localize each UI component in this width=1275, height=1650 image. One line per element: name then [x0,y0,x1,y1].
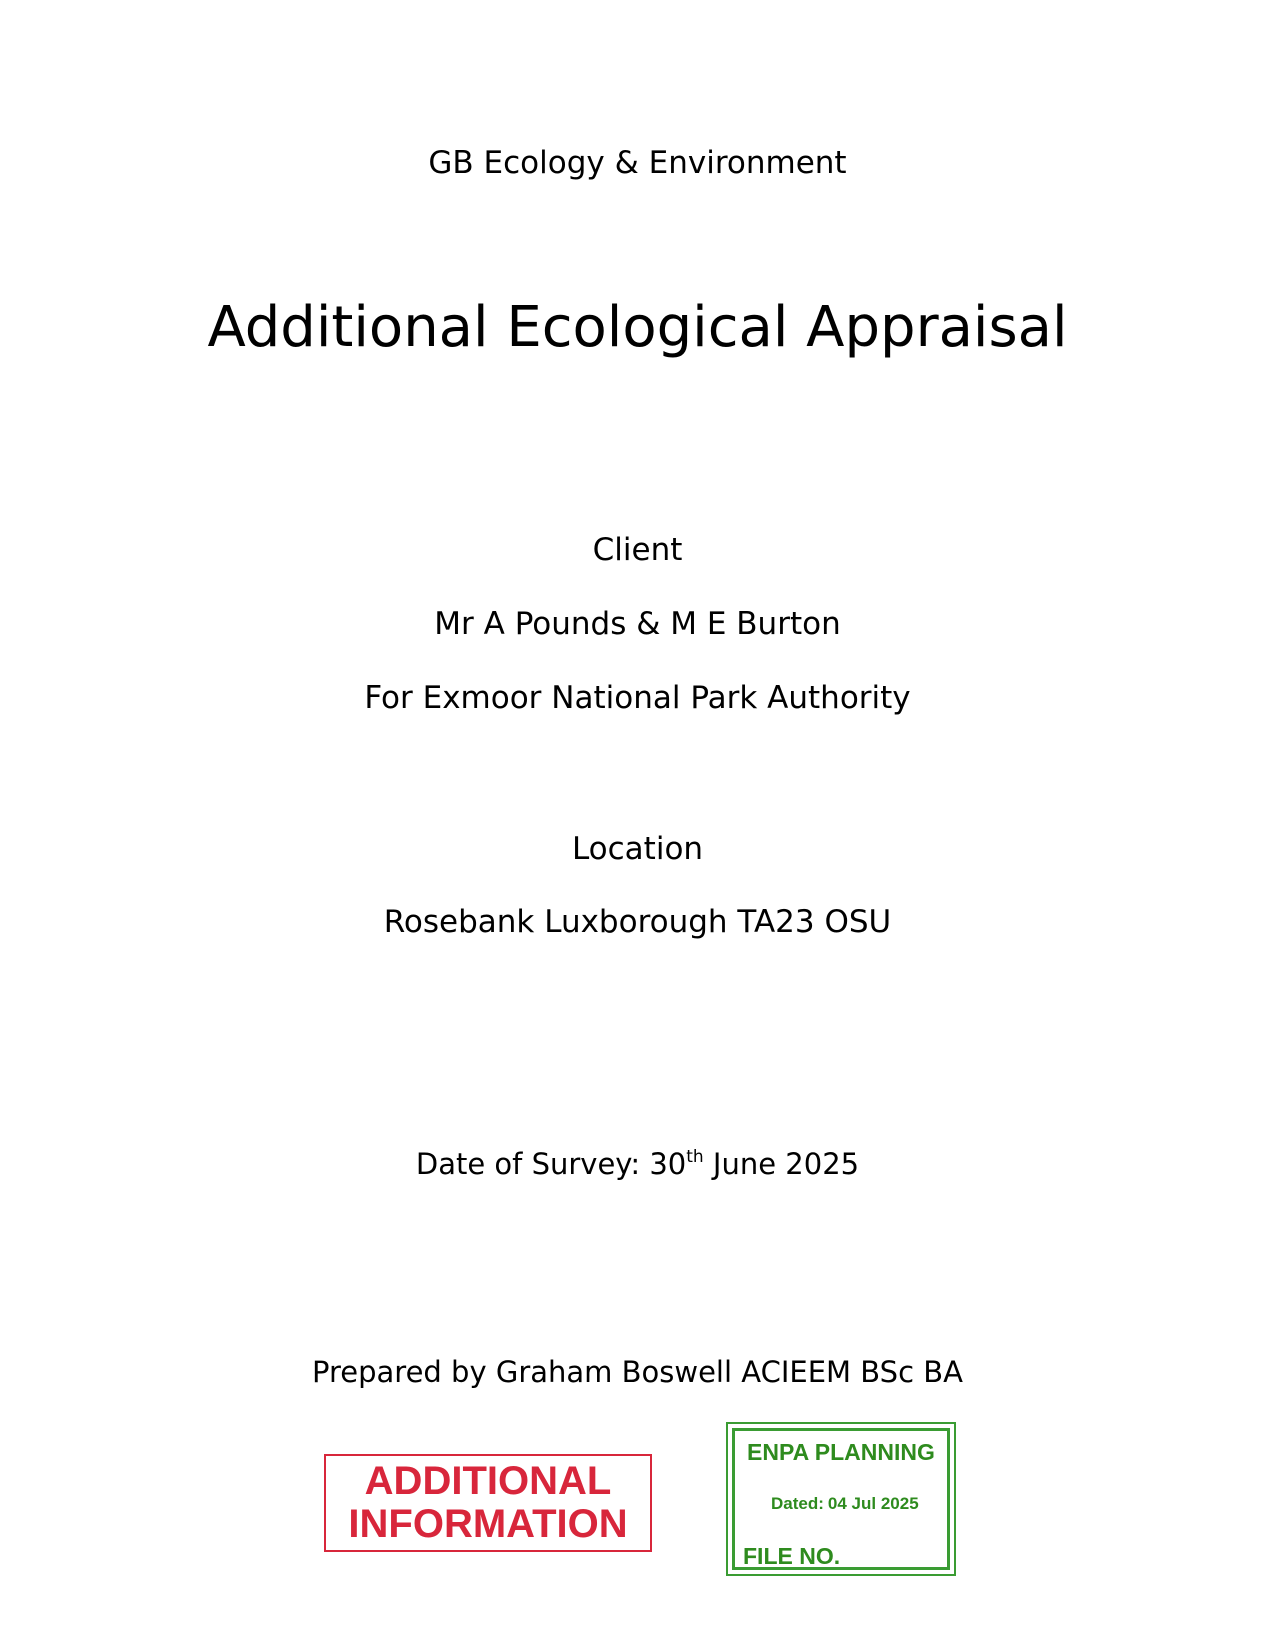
planning-stamp [726,1422,956,1576]
stamp-line-1: ADDITIONAL [364,1459,612,1503]
organisation-name: GB Ecology & Environment [428,145,847,181]
planning-stamp-dated-value: 04 Jul 2025 [827,1494,919,1513]
planning-stamp-dated [771,1494,919,1514]
location-value: Rosebank Luxborough TA23 OSU [383,904,892,940]
prepared-by: Prepared by Graham Boswell ACIEEM BSc BA [312,1355,963,1389]
client-label: Client [592,532,683,568]
location-label: Location [571,831,704,867]
stamp-line-2: INFORMATION [348,1502,628,1546]
planning-stamp-title: ENPA PLANNING [747,1439,935,1465]
additional-information-stamp [324,1454,652,1552]
survey-date-rest: June 2025 [703,1147,860,1181]
client-authority: For Exmoor National Park Authority [364,680,911,716]
planning-stamp-file-no: FILE NO. [743,1543,841,1569]
planning-stamp-inner [732,1428,950,1570]
client-name: Mr A Pounds & M E Burton [434,606,841,642]
survey-date-prefix: Date of Survey: 30 [415,1147,687,1181]
document-title: Additional Ecological Appraisal [207,295,1068,360]
survey-date [0,1147,1275,1181]
planning-stamp-dated-label: Dated: [771,1494,824,1513]
survey-date-ordinal: th [686,1147,704,1167]
